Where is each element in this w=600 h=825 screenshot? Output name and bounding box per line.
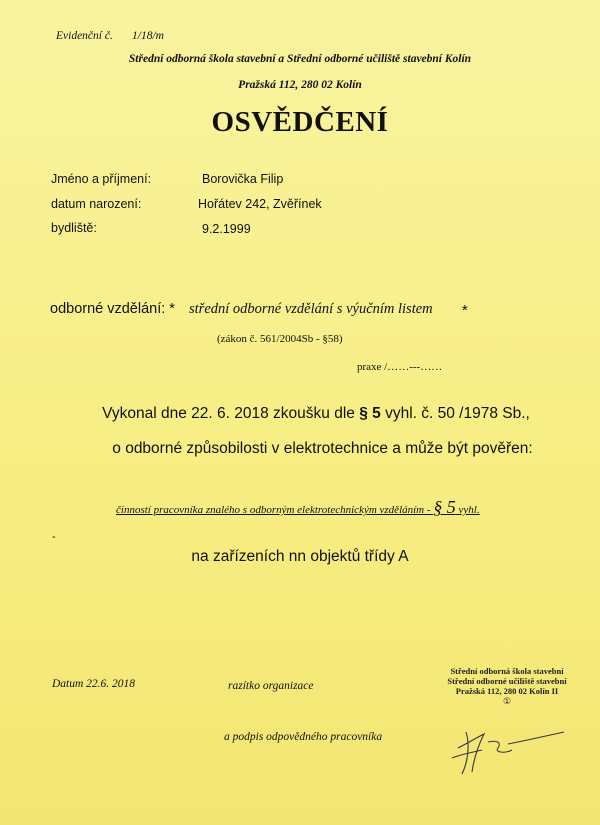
activity-text: činností pracovníka znalého s odborným elektrotechnickým vzděláním - xyxy=(116,504,434,516)
exam-statement-after: vyhl. č. 50 /1978 Sb., xyxy=(380,405,530,422)
issue-date: Datum 22.6. 2018 xyxy=(52,678,136,690)
residence-label: bydliště: xyxy=(51,221,97,235)
certificate-title: OSVĚDČENÍ xyxy=(211,106,389,138)
stamp-line-1: Střední odborná škola stavební xyxy=(450,666,564,676)
evidence-label: Evidenční č. xyxy=(56,30,113,42)
school-name: Střední odborná škola stavební a Střední odborné učiliště stavební Kolín xyxy=(128,53,472,65)
birth-date-value: Hořátev 242, Zvěřínek xyxy=(198,197,322,211)
stamp-line-2: Střední odborné učiliště stavební xyxy=(447,676,567,686)
stamp-line-3: Pražská 112, 280 02 Kolín II xyxy=(455,686,559,696)
residence-value: 9.2.1999 xyxy=(202,222,251,236)
stamp-label: razítko organizace xyxy=(228,680,314,692)
education-value: střední odborné vzdělání s výučním listem xyxy=(189,301,433,317)
exam-section-ref: § 5 xyxy=(359,405,381,422)
signature-label: a podpis odpovědného pracovníka xyxy=(224,731,383,743)
activity-section: § 5 xyxy=(433,497,456,517)
activity-section-suffix: vyhl. xyxy=(455,504,480,516)
evidence-number: 1/18/m xyxy=(132,30,164,42)
handwritten-signature xyxy=(448,714,568,784)
praxe-field: praxe /……---…… xyxy=(357,361,443,373)
activity-description xyxy=(116,497,480,518)
exam-statement-line1 xyxy=(0,405,600,423)
dash-mark: - xyxy=(52,531,56,543)
name-value: Borovička Filip xyxy=(202,172,284,186)
education-label: odborné vzdělání: * xyxy=(50,301,175,317)
school-address: Pražská 112, 280 02 Kolín xyxy=(238,79,362,91)
exam-statement-before: Vykonal dne 22. 6. 2018 zkoušku dle xyxy=(102,405,360,422)
organization-stamp xyxy=(432,666,582,706)
facilities-statement: na zařízeních nn objektů třídy A xyxy=(191,548,409,565)
name-label: Jméno a příjmení: xyxy=(51,172,152,186)
stamp-mark: ① xyxy=(502,696,512,706)
law-reference: (zákon č. 561/2004Sb - §58) xyxy=(217,333,343,345)
birth-date-label: datum narození: xyxy=(51,197,142,211)
education-end-mark: * xyxy=(462,303,468,319)
exam-statement-line2: o odborné způsobilosti v elektrotechnice a může být pověřen: xyxy=(112,440,533,457)
